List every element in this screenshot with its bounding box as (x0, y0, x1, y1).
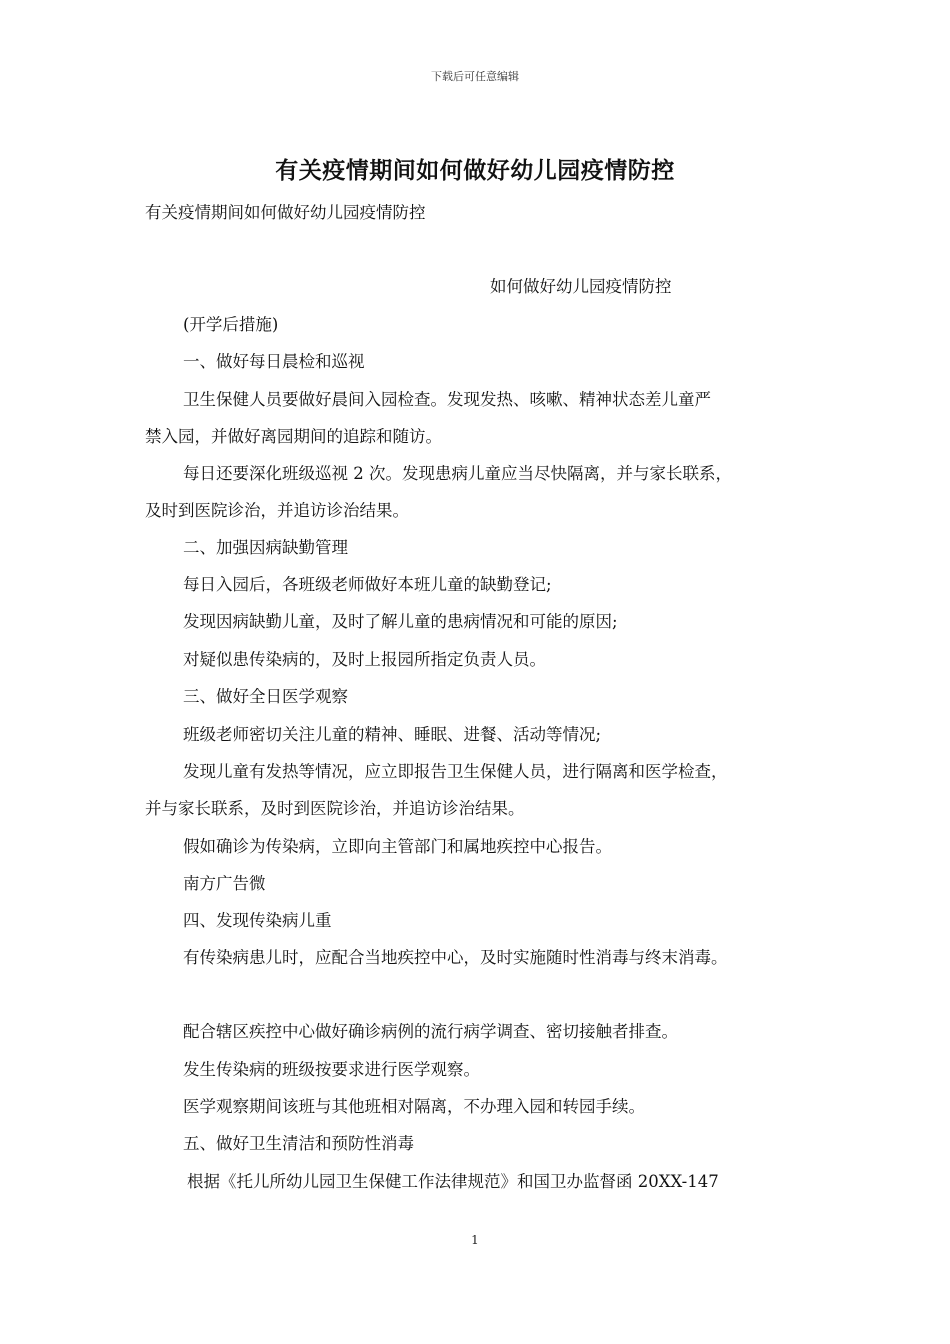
header-note: 下载后可任意编辑 (431, 70, 519, 83)
subtitle-line: 有关疫情期间如何做好幼儿园疫情防控 (145, 203, 426, 222)
paragraph-line: (开学后措施) (183, 315, 279, 334)
paragraph-line: 班级老师密切关注儿童的精神、睡眠、进餐、活动等情况; (183, 725, 602, 744)
section-heading: 四、发现传染病儿重 (183, 911, 332, 930)
paragraph-line: 每日还要深化班级巡视 2 次。发现患病儿童应当尽快隔离，并与家长联系， (183, 464, 732, 483)
paragraph-line: 发生传染病的班级按要求进行医学观察。 (183, 1060, 480, 1079)
section-heading: 三、做好全日医学观察 (183, 687, 348, 706)
section-heading-centered: 如何做好幼儿园疫情防控 (490, 277, 672, 296)
paragraph-line: 南方广告微 (183, 874, 266, 893)
paragraph-line: 禁入园，并做好离园期间的追踪和随访。 (145, 427, 442, 446)
paragraph-line: 有传染病患儿时，应配合当地疾控中心，及时实施随时性消毒与终末消毒。 (183, 948, 728, 967)
paragraph-line: 假如确诊为传染病，立即向主管部门和属地疾控中心报告。 (183, 837, 612, 856)
section-heading: 五、做好卫生清洁和预防性消毒 (183, 1134, 414, 1153)
paragraph-line: 发现儿童有发热等情况，应立即报告卫生保健人员，进行隔离和医学检查， (183, 762, 728, 781)
section-heading: 一、做好每日晨检和巡视 (183, 352, 365, 371)
paragraph-line: 医学观察期间该班与其他班相对隔离，不办理入园和转园手续。 (183, 1097, 645, 1116)
section-heading: 二、加强因病缺勤管理 (183, 538, 348, 557)
paragraph-line: 发现因病缺勤儿童，及时了解儿童的患病情况和可能的原因; (183, 612, 618, 631)
document-title: 有关疫情期间如何做好幼儿园疫情防控 (275, 158, 675, 184)
page-number: 1 (471, 1233, 479, 1247)
paragraph-line: 并与家长联系，及时到医院诊治，并追访诊治结果。 (145, 799, 525, 818)
paragraph-line: 每日入园后，各班级老师做好本班儿童的缺勤登记; (183, 575, 552, 594)
paragraph-line: 卫生保健人员要做好晨间入园检查。发现发热、咳嗽、精神状态差儿童严 (183, 390, 711, 409)
paragraph-line: 及时到医院诊治，并追访诊治结果。 (145, 501, 409, 520)
paragraph-line: 根据《托儿所幼儿园卫生保健工作法律规范》和国卫办监督函 20XX-147 (187, 1172, 719, 1191)
paragraph-line: 对疑似患传染病的，及时上报园所指定负责人员。 (183, 650, 546, 669)
paragraph-line: 配合辖区疾控中心做好确诊病例的流行病学调查、密切接触者排查。 (183, 1022, 678, 1041)
